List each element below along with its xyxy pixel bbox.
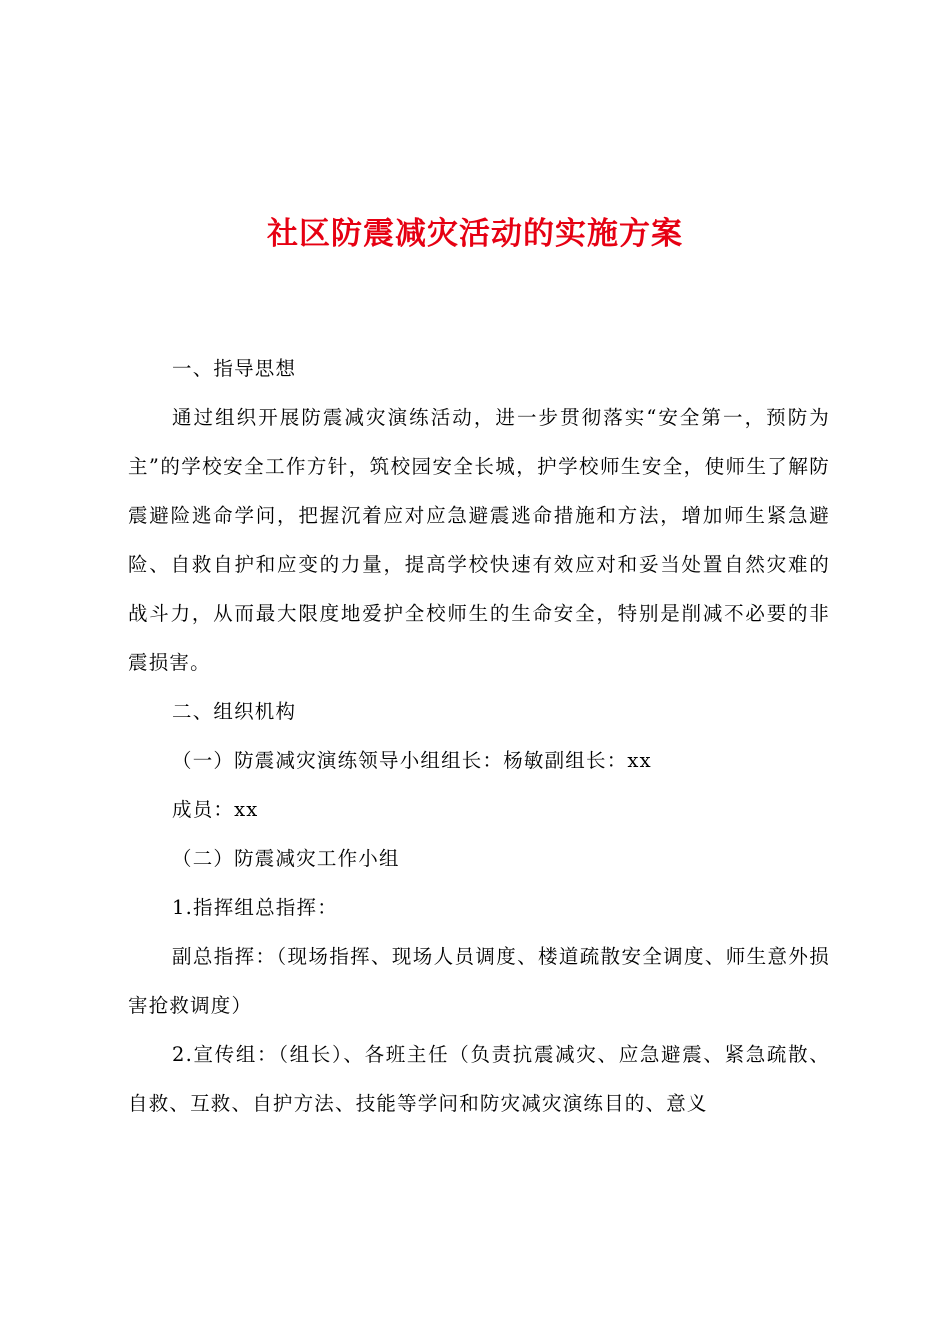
paragraph-command-group: 1.指挥组总指挥： — [172, 896, 338, 919]
paragraph-guiding-ideology: 通过组织开展防震减灾演练活动，进一步贯彻落实“安全第一，预防为主”的学校安全工作方针，筑校园安全长城，护学校师生安全，使师生了解防震避险逃命学问，把握沉着应对应急避震逃命措施和方法，增加师生紧急避险、自救自护和应变的力量，提高学校快速有效应对和妥当处置自然灾难的战斗力，从而最大限度地爱护全校师生的生命安全，特别是削减不必要的非震损害。 — [128, 406, 830, 674]
paragraph-leadership-group: （一）防震减灾演练领导小组组长：杨敏副组长：xx — [172, 749, 652, 772]
paragraph-deputy-commander: 副总指挥：（现场指挥、现场人员调度、楼道疏散安全调度、师生意外损害抢救调度） — [128, 945, 830, 1017]
paragraph-members: 成员：xx — [172, 798, 259, 821]
section-heading-organization: 二、组织机构 — [172, 700, 297, 723]
section-heading-guiding-ideology: 一、指导思想 — [172, 357, 297, 380]
document-title: 社区防震减灾活动的实施方案 — [267, 216, 683, 252]
paragraph-work-group: （二）防震减灾工作小组 — [172, 847, 400, 870]
paragraph-publicity-group: 2.宣传组：（组长）、各班主任（负责抗震减灾、应急避震、紧急疏散、自救、互救、自护方法、技能等学问和防灾减灾演练目的、意义 — [128, 1043, 830, 1115]
document-body — [128, 344, 830, 1128]
